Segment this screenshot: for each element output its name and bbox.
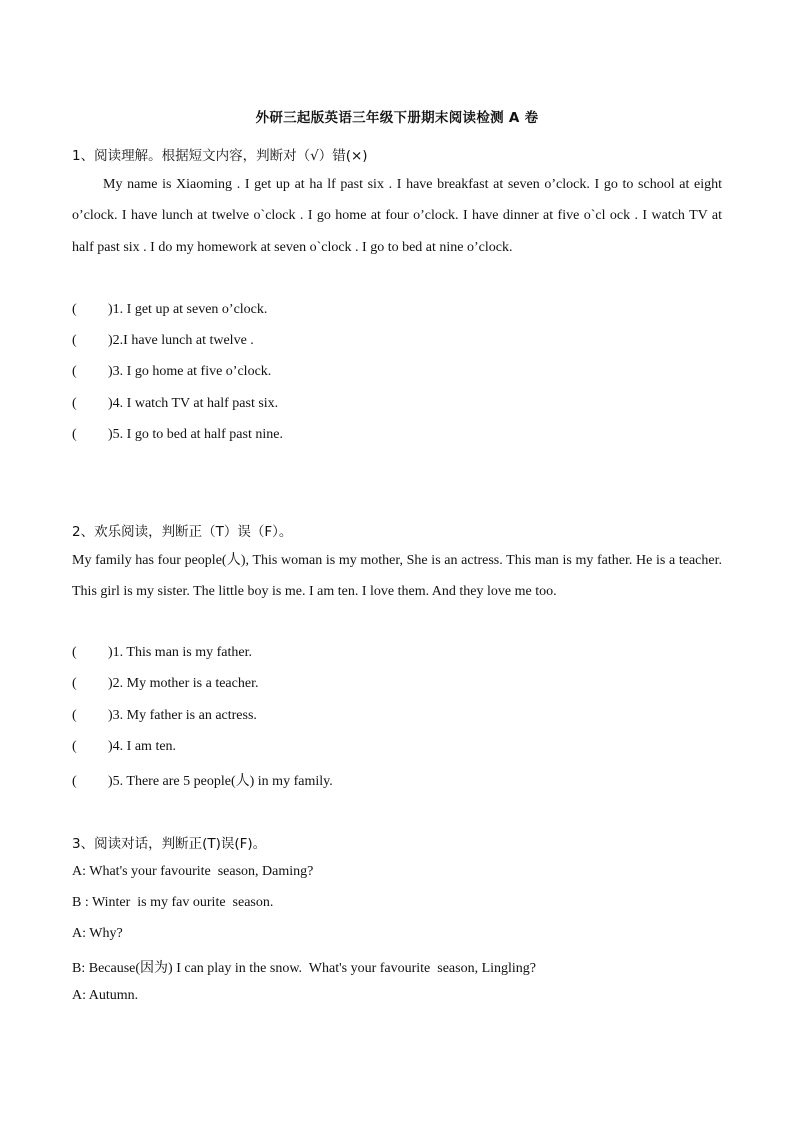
dialogue-line: A: What's your favourite season, Daming?	[72, 864, 314, 879]
answer-blank[interactable]: (	[72, 333, 77, 348]
dialogue-line: A: Autumn.	[72, 988, 139, 1003]
answer-blank[interactable]: (	[72, 708, 77, 723]
answer-blank[interactable]: (	[72, 645, 77, 660]
answer-blank[interactable]: (	[72, 396, 77, 411]
section2-passage: My family has four people(人), This woman is my mother, She is an actress. This man is my father. He is a teacher. This girl is my sister. The little boy is me. I am ten. I love them. And they love me too.	[72, 553, 722, 600]
answer-blank[interactable]: (	[72, 774, 77, 789]
section2-question-3: ( )3. My father is an actress.	[72, 708, 257, 723]
answer-blank[interactable]: (	[72, 676, 77, 691]
dialogue-line: A: Why?	[72, 926, 123, 941]
answer-blank[interactable]: (	[72, 427, 77, 442]
section2-question-5: ( )5. There are 5 people(人) in my family.	[72, 774, 333, 789]
answer-blank[interactable]: (	[72, 302, 77, 317]
dialogue-line: B: Because(因为) I can play in the snow. What's your favourite season, Lingling?	[72, 961, 537, 976]
section2-question-4: ( )4. I am ten.	[72, 739, 177, 754]
section2-question-1: ( )1. This man is my father.	[72, 645, 253, 660]
section1-question-1: ( )1. I get up at seven o’clock.	[72, 302, 268, 317]
section2-question-2: ( )2. My mother is a teacher.	[72, 676, 259, 691]
section1-question-2: ( )2.I have lunch at twelve .	[72, 333, 254, 348]
dialogue-line: B : Winter is my fav ourite season.	[72, 895, 274, 910]
section3-heading: 3、阅读对话，判断正(T)误(F)。	[72, 836, 267, 852]
section1-passage: My name is Xiaoming . I get up at ha lf past six . I have breakfast at seven o’clock. I go to school at eight o’clock. I have lunch at twelve o`clock . I go home at four o’clock. I have dinner at five o`cl ock . I watch TV at half past six . I do my homework at seven o`clock . I go to bed at nine o’clock.	[72, 177, 722, 255]
answer-blank[interactable]: (	[72, 739, 77, 754]
section1-question-5: ( )5. I go to bed at half past nine.	[72, 427, 283, 442]
section1-heading: 1、阅读理解。根据短文内容，判断对（√）错(×)	[72, 148, 368, 164]
page-title: 外研三起版英语三年级下册期末阅读检测 A 卷	[255, 110, 539, 126]
section1-question-4: ( )4. I watch TV at half past six.	[72, 396, 279, 411]
section2-heading: 2、欢乐阅读，判断正（T）误（F）。	[72, 524, 293, 540]
section1-question-3: ( )3. I go home at five o’clock.	[72, 364, 272, 379]
answer-blank[interactable]: (	[72, 364, 77, 379]
